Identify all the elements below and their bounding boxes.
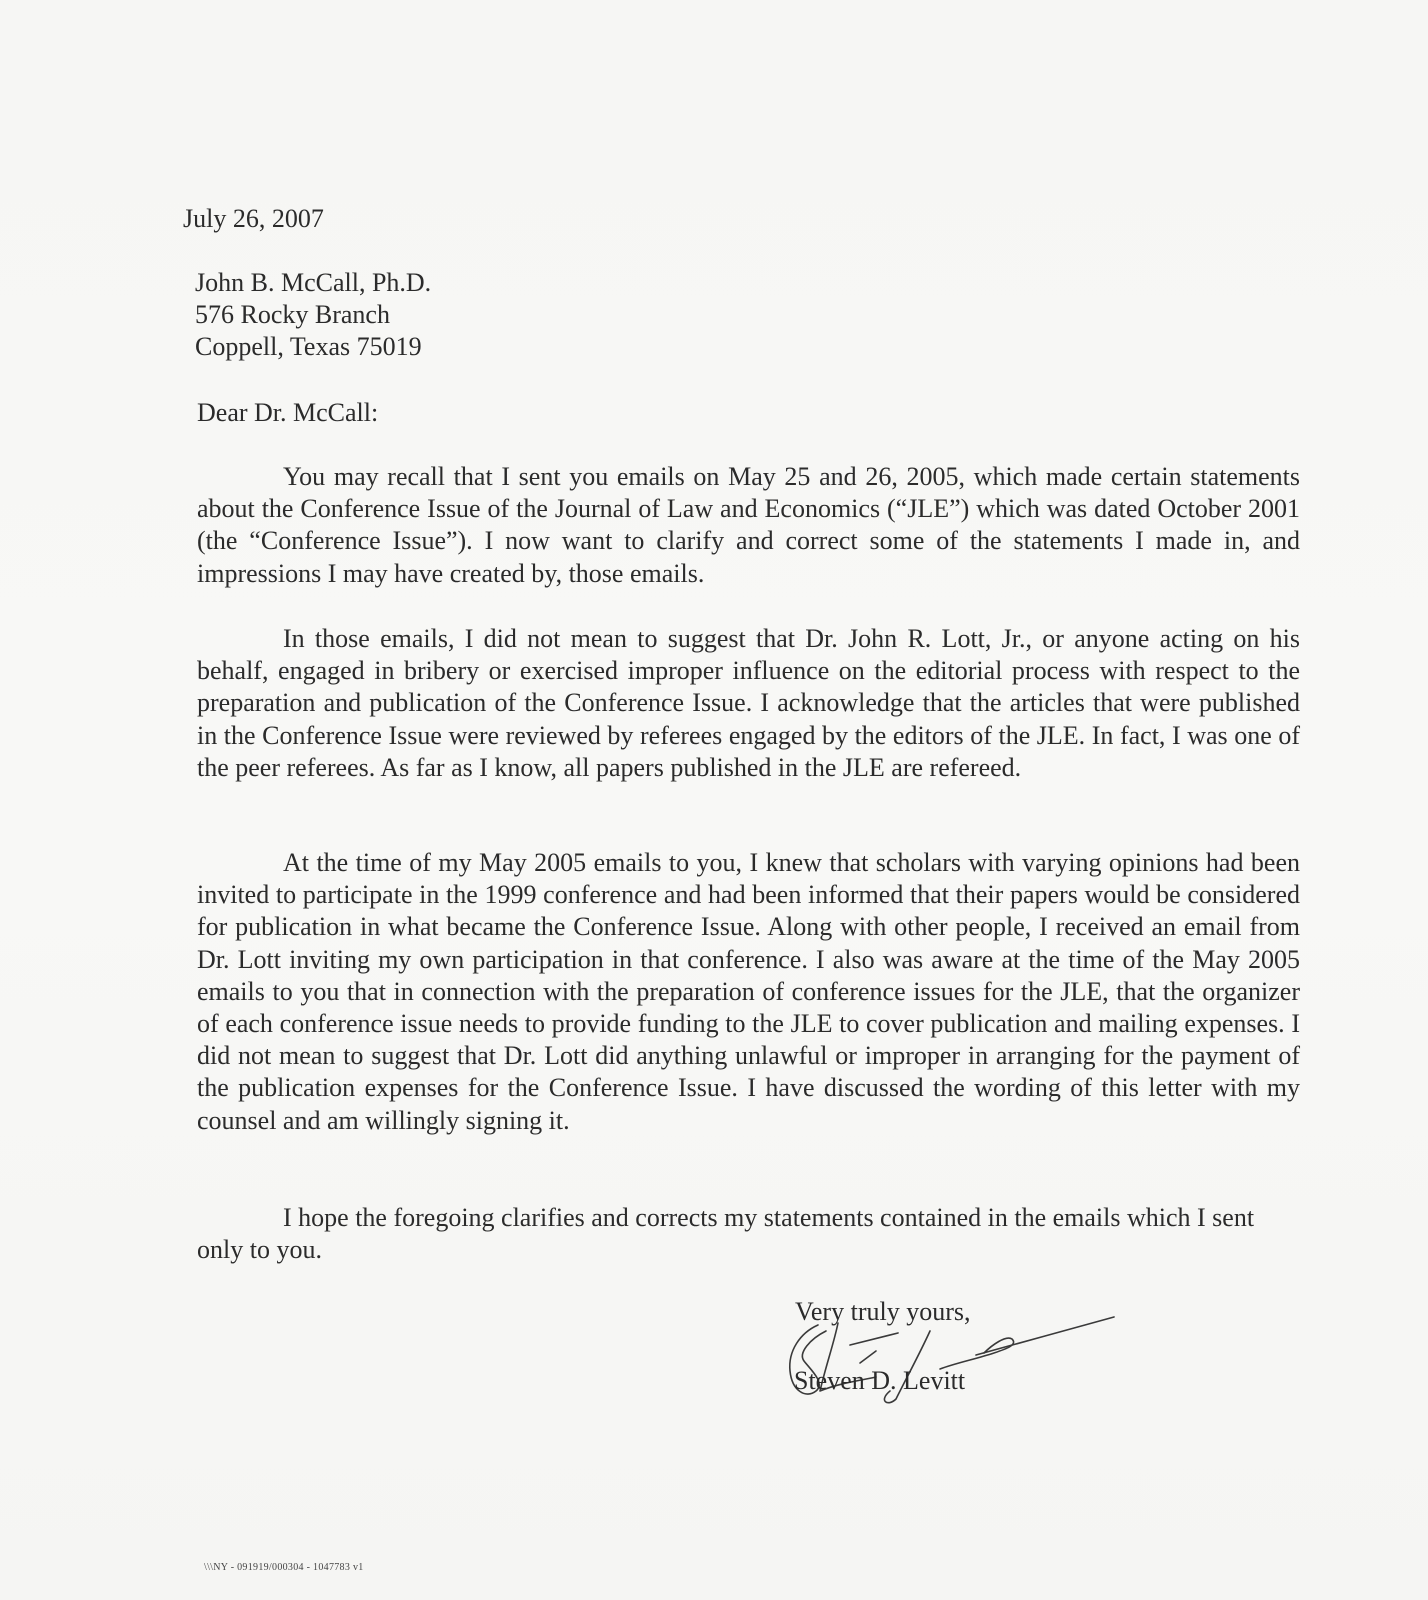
body-paragraph-3: At the time of my May 2005 emails to you, I knew that scholars with varying opinions had been invited to participate in the 1999 conference and had been informed that their papers would be considered for publication in what became the Conference Issue. Along with other people, I received an email from Dr. Lott inviting my own participation in that conference. I also was aware at the time of the May 2005 emails to you that in connection with the preparation of conference issues for the JLE, that the organizer of each conference issue needs to provide funding to the JLE to cover publication and mailing expenses. I did not mean to suggest that Dr. Lott did anything unlawful or improper in arranging for the payment of the publication expenses for the Conference Issue. I have discussed the wording of this letter with my counsel and am willingly signing it. bbox=[197, 848, 1300, 1135]
signer-name: Steven D. Levitt bbox=[794, 1366, 966, 1395]
recipient-address bbox=[195, 267, 431, 363]
body-paragraph-1: You may recall that I sent you emails on May 25 and 26, 2005, which made certain statements about the Conference Issue of the Journal of Law and Economics (“JLE”) which was dated October 2001 (the “Conference Issue”). I now want to clarify and correct some of the statements I made in, and impressions I may have created by, those emails. bbox=[197, 462, 1300, 588]
salutation: Dear Dr. McCall: bbox=[197, 398, 379, 427]
recipient-street: 576 Rocky Branch bbox=[195, 300, 390, 329]
letter-date: July 26, 2007 bbox=[183, 204, 324, 233]
body-paragraph-4: I hope the foregoing clarifies and corrects my statements contained in the emails which I sent only to you. bbox=[197, 1203, 1255, 1265]
document-reference-code: \\\NY - 091919/000304 - 1047783 v1 bbox=[204, 1562, 364, 1573]
closing: Very truly yours, bbox=[795, 1297, 971, 1326]
body-paragraph-2: In those emails, I did not mean to suggest that Dr. John R. Lott, Jr., or anyone acting on his behalf, engaged in bribery or exercised improper influence on the editorial process with respect to the preparation and publication of the Conference Issue. I acknowledge that the articles that were published in the Conference Issue were reviewed by referees engaged by the editors of the JLE. In fact, I was one of the peer referees. As far as I know, all papers published in the JLE are refereed. bbox=[197, 624, 1300, 782]
recipient-name: John B. McCall, Ph.D. bbox=[195, 268, 432, 297]
recipient-city: Coppell, Texas 75019 bbox=[195, 332, 422, 361]
